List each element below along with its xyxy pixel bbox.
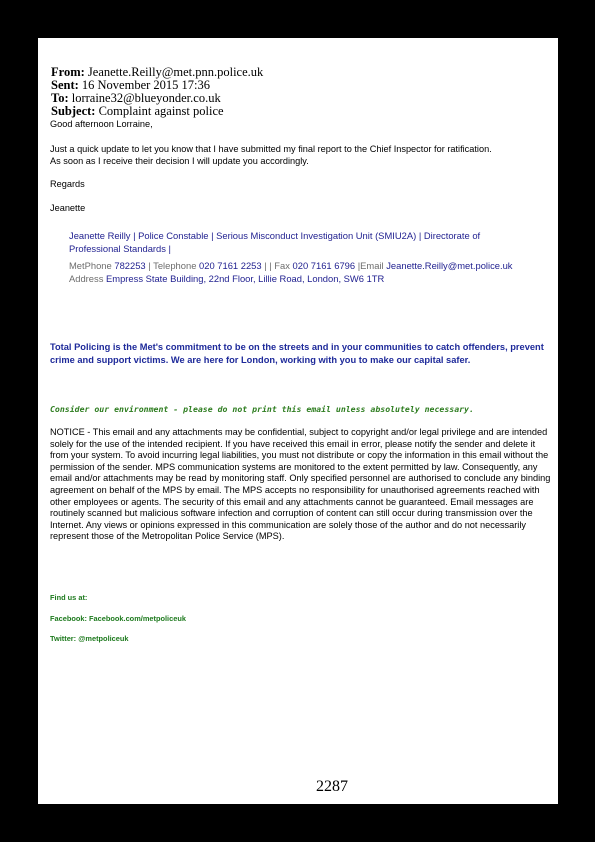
- to-label: To:: [51, 91, 69, 105]
- legal-notice: NOTICE - This email and any attachments may be confidential, subject to copyright and/or legal privilege and are intended solely for the use of the intended recipient. If you have received this email in error, please notify the sender and delete it from your system. To avoid incurring legal liabilities, you must not distribute or copy the information in this email without the permission of the sender. MPS communication systems are monitored to the extent permitted by law. Consequently, any email and/or attachments may be read by monitoring staff. Only specified personnel are authorised to conclude any binding agreement on behalf of the MPS by email. The MPS accepts no responsibility for unauthorised agreements reached with other employees or agents. The security of this email and any attachments cannot be guaranteed. Email messages are routinely scanned but malicious software infection and corruption of content can still occur during transmission over the Internet. Any views or opinions expressed in this communication are solely those of the author and do not necessarily represent those of the Metropolitan Police Service (MPS).: [50, 427, 551, 542]
- facebook-link[interactable]: Facebook: Facebook.com/metpoliceuk: [50, 614, 186, 623]
- address-value: Empress State Building, 22nd Floor, Lillie Road, London, SW6 1TR: [106, 273, 385, 284]
- telephone-label: Telephone: [153, 260, 197, 271]
- page-number: 2287: [316, 778, 348, 795]
- find-us-heading: Find us at:: [50, 593, 88, 602]
- body-line-1: Just a quick update to let you know that I have submitted my final report to the Chief Inspector for ratification.: [50, 144, 492, 154]
- twitter-link[interactable]: Twitter: @metpoliceuk: [50, 634, 129, 643]
- signature-contact-line: MetPhone 782253 | Telephone 020 7161 2253 | | Fax 020 7161 6796 |Email Jeanette.Reilly@met.police.uk: [69, 260, 513, 271]
- body-line-2: As soon as I receive their decision I will update you accordingly.: [50, 156, 309, 166]
- subject-line: [51, 105, 224, 118]
- document-page: [38, 38, 558, 804]
- metphone-label: MetPhone: [69, 260, 112, 271]
- sender-first-name: Jeanette: [50, 203, 86, 213]
- fax-label: Fax: [274, 260, 290, 271]
- to-address: lorraine32@blueyonder.co.uk: [71, 91, 221, 105]
- fax-number: 020 7161 6796: [292, 260, 356, 271]
- signature-name-line: Jeanette Reilly | Police Constable | Serious Misconduct Investigation Unit (SMIU2A) | Directorate of: [69, 230, 481, 241]
- signature-address-line: [69, 273, 384, 286]
- email-label: Email: [360, 260, 384, 271]
- environment-notice: Consider our environment - please do not print this email unless absolutely necessary.: [50, 404, 474, 414]
- total-policing-statement: Total Policing is the Met's commitment to be on the streets and in your communities to catch offenders, prevent crime and support victims. We are here for London, working with you to make our capital safer.: [50, 342, 544, 365]
- sent-date: 16 November 2015 17:36: [81, 78, 211, 92]
- from-label: From:: [51, 65, 85, 79]
- sent-label: Sent:: [51, 78, 79, 92]
- from-address: Jeanette.Reilly@met.pnn.police.uk: [87, 65, 264, 79]
- metphone-number: 782253: [114, 260, 146, 271]
- telephone-number: 020 7161 2253: [199, 260, 262, 271]
- subject-label: Subject:: [51, 104, 96, 118]
- signature-department-line: Professional Standards |: [69, 243, 171, 254]
- greeting: Good afternoon Lorraine,: [50, 119, 153, 129]
- subject-text: Complaint against police: [98, 104, 224, 118]
- address-label: Address: [69, 273, 104, 284]
- email-link[interactable]: Jeanette.Reilly@met.police.uk: [386, 260, 513, 271]
- regards: Regards: [50, 179, 85, 189]
